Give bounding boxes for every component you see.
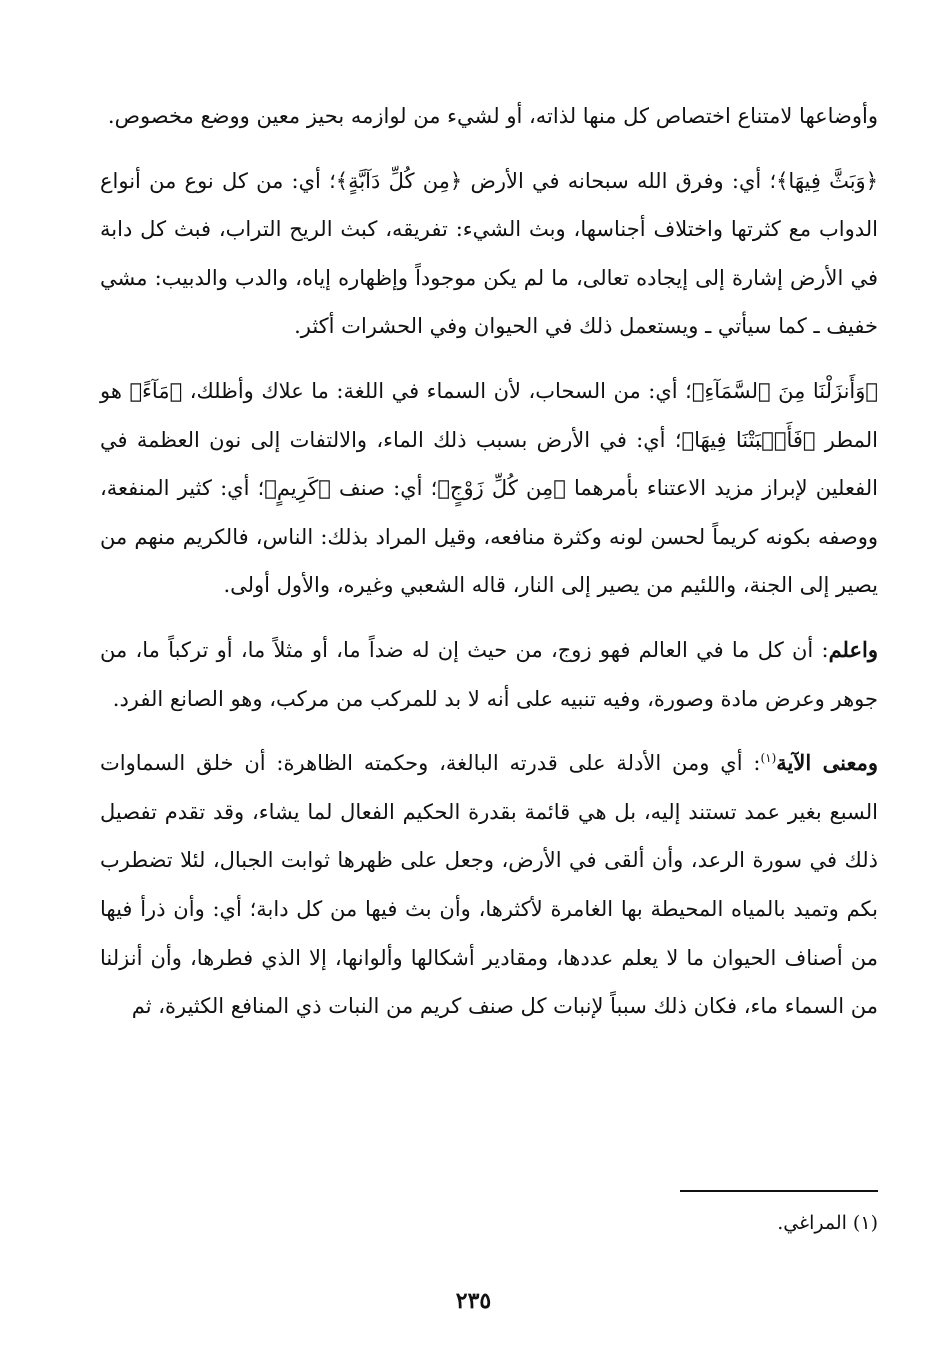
footnote: (١) المراغي.: [777, 1212, 878, 1234]
paragraph: [100, 157, 878, 351]
paragraph-lead: واعلم: [828, 636, 878, 662]
paragraph: [100, 367, 878, 610]
paragraph: [100, 626, 878, 723]
paragraph-text: وأوضاعها لامتناع اختصاص كل منها لذاته، أو لشيء من لوازمه بحيز معين ووضع مخصوص.: [107, 104, 878, 128]
paragraph-text: : أي ومن الأدلة على قدرته البالغة، وحكمته الظاهرة: أن خلق السماوات السبع بغير عمد تستند إليه، بل هي قائمة بقدرة الحكيم الفعال لما يشاء، وقد تقدم تفصيل ذلك في سورة الرعد، وأن ألقى في الأرض، وجعل على ظهرها ثوابت الجبال، لئلا تضطرب بكم وتميد بالمياه المحيطة بها الغامرة لأكثرها، وأن بث فيها من كل دابة؛ أي: وأن ذرأ فيها من أصناف الحيوان ما لا يعلم عددها، ومقادير أشكالها وألوانها، إلا الذي فطرها، وأن أنزلنا من السماء ماء، فكان ذلك سبباً لإنبات كل صنف كريم من النبات ذي المنافع الكثيرة، ثم: [100, 751, 878, 1019]
paragraph: [100, 92, 878, 141]
footnote-divider: [680, 1190, 878, 1192]
body-text: [100, 92, 878, 1047]
paragraph: [100, 739, 878, 1031]
page-number: ٢٣٥: [455, 1288, 492, 1314]
paragraph-text: ﴿وَبَثَّ فِيهَا﴾؛ أي: وفرق الله سبحانه في الأرض ﴿مِن كُلِّ دَآبَّةٍ﴾؛ أي: من كل نوع من أنواع الدواب مع كثرتها واختلاف أجناسها، وبث الشيء: تفريقه، كبث الريح التراب، فبث كل دابة في الأرض إشارة إلى إيجاده تعالى، ما لم يكن موجوداً وإظهاره إياه، والدب والدبيب: مشي خفيف ـ كما سيأتي ـ ويستعمل ذلك في الحيوان وفي الحشرات أكثر.: [100, 168, 878, 339]
paragraph-text: ﴿وَأَنزَلْنَا مِنَ ٱلسَّمَآءِ﴾؛ أي: من السحاب، لأن السماء في اللغة: ما علاك وأظلك، ﴿مَآءً﴾ هو المطر ﴿فَأَنۢبَتْنَا فِيهَا﴾؛ أي: في الأرض بسبب ذلك الماء، والالتفات إلى نون العظمة في الفعلين لإبراز مزيد الاعتناء بأمرهما ﴿مِن كُلِّ زَوْجٍ﴾؛ أي: صنف ﴿كَرِيمٍ﴾؛ أي: كثير المنفعة، ووصفه بكونه كريماً لحسن لونه وكثرة منافعه، وقيل المراد بذلك: الناس، فالكريم منهم من يصير إلى الجنة، واللئيم من يصير إلى النار، قاله الشعبي وغيره، والأول أولى.: [100, 378, 878, 598]
footnote-ref: (١): [760, 751, 777, 766]
paragraph-text: : أن كل ما في العالم فهو زوج، من حيث إن له ضداً ما، أو مثلاً ما، أو تركباً ما، من جوهر وعرض مادة وصورة، وفيه تنبيه على أنه لا بد للمركب من مركب، وهو الصانع الفرد.: [100, 637, 878, 711]
paragraph-lead: ومعنى الآية: [776, 750, 878, 776]
